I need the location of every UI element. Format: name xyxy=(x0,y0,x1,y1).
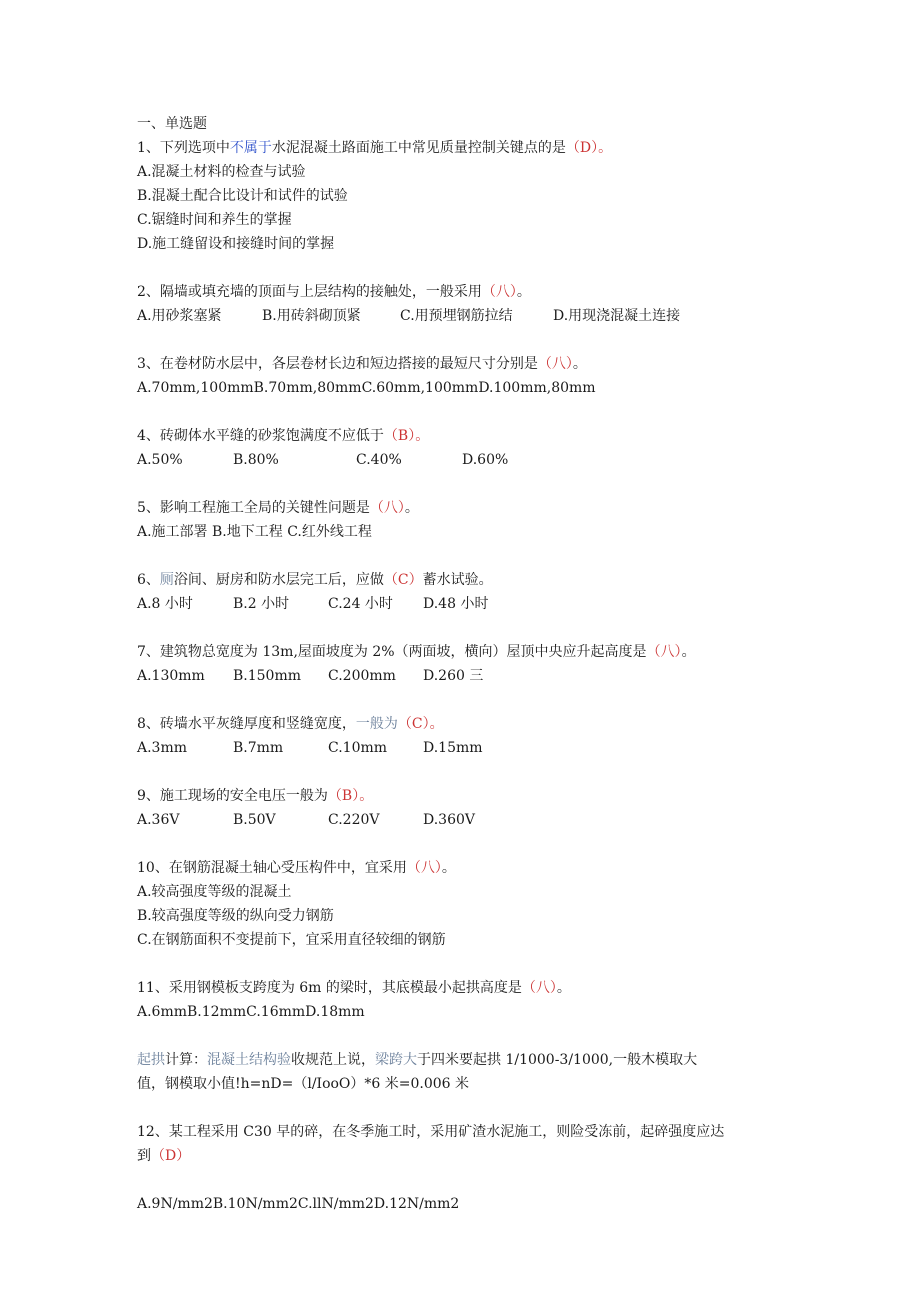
question-end: 。 xyxy=(556,980,571,996)
question-end: 。 xyxy=(441,860,456,876)
question-4 xyxy=(137,424,787,448)
highlighted-term: 梁跨大 xyxy=(375,1052,417,1068)
option: A.130mm xyxy=(137,668,205,684)
option: C.24 小时 xyxy=(328,596,393,612)
option: A.3mm xyxy=(137,740,188,756)
options-row xyxy=(137,736,787,760)
question-text: 7、建筑物总宽度为 13m,屋面坡度为 2%（两面坡，横向）屋顶中央应升起高度是 xyxy=(137,644,647,660)
option-line: C.锯缝时间和养生的掌握 xyxy=(137,212,292,228)
question-12: 12、某工程采用 C30 早的碎，在冬季施工时，采用矿渣水泥施工，则险受冻前，起碎强度应达 xyxy=(137,1124,725,1140)
question-9 xyxy=(137,784,787,808)
answer-mark: （八） xyxy=(521,980,557,996)
answer-mark: （B） xyxy=(327,788,360,804)
answer-mark: （八） xyxy=(537,356,573,372)
answer-mark: （八） xyxy=(481,284,517,300)
highlighted-term: 不属于 xyxy=(229,140,272,156)
option-line: B.混凝土配合比设计和试件的试验 xyxy=(137,188,348,204)
option: C.10mm xyxy=(328,740,388,756)
options-row xyxy=(137,664,787,688)
question-text: 4、砖砌体水平缝的砂浆饱满度不应低于 xyxy=(137,428,384,444)
answer-mark: （C） xyxy=(383,572,423,588)
question-text: 2、隔墙或填充墙的顶面与上层结构的接触处，一般采用 xyxy=(137,284,482,300)
question-10 xyxy=(137,856,787,880)
option-line: A.6mmB.12mmC.16mmD.18mm xyxy=(137,1004,365,1020)
option-line: A.70mm,100mmB.70mm,80mmC.60mm,100mmD.100mm,80mm xyxy=(137,380,596,396)
question-end: 蓄水试验。 xyxy=(422,572,493,588)
options-row xyxy=(137,592,787,616)
calculation-note xyxy=(137,1048,787,1072)
options-row xyxy=(137,448,787,472)
question-1 xyxy=(137,136,787,160)
option: A.50% xyxy=(137,452,183,468)
option: C.220V xyxy=(328,812,380,828)
highlighted-term: 混凝土结构验 xyxy=(207,1052,291,1068)
question-text: 5、影响工程施工全局的关键性问题是 xyxy=(137,500,370,516)
question-end: 。 xyxy=(572,356,587,372)
answer-mark: （八） xyxy=(646,644,682,660)
question-6 xyxy=(137,568,787,592)
answer-mark: （八） xyxy=(369,500,405,516)
option: B.7mm xyxy=(233,740,284,756)
question-12-cont xyxy=(137,1144,787,1168)
question-end: 。 xyxy=(429,716,444,732)
option: D.360V xyxy=(423,812,476,828)
question-text: 水泥混凝土路面施工中常见质量控制关键点的是 xyxy=(271,140,566,156)
note-text: 于四米要起拱 1/1000-3/1000,一般木模取大 xyxy=(417,1052,698,1068)
option-line: A.较高强度等级的混凝土 xyxy=(137,884,292,900)
answer-mark: （D） xyxy=(565,140,599,156)
option: D.60% xyxy=(462,452,509,468)
highlighted-term: 厕 xyxy=(159,572,174,588)
option: B.2 小时 xyxy=(233,596,290,612)
option: A.8 小时 xyxy=(137,596,193,612)
option-line: C.在钢筋面积不变提前下，宜采用直径较细的钢筋 xyxy=(137,932,446,948)
answer-mark: （D） xyxy=(151,1148,191,1164)
answer-mark: （C） xyxy=(397,716,430,732)
option: D.260 三 xyxy=(423,668,484,684)
option: D.用现浇混凝土连接 xyxy=(553,308,681,324)
option: B.50V xyxy=(233,812,276,828)
question-end: 。 xyxy=(681,644,696,660)
option-line: A.混凝土材料的检查与试验 xyxy=(137,164,306,180)
question-end: 。 xyxy=(415,428,430,444)
question-5 xyxy=(137,496,787,520)
option: A.36V xyxy=(137,812,180,828)
note-text: 计算： xyxy=(165,1052,207,1068)
question-text: 10、在钢筋混凝土轴心受压构件中，宜采用 xyxy=(137,860,407,876)
option: B.80% xyxy=(233,452,279,468)
option-line: B.较高强度等级的纵向受力钢筋 xyxy=(137,908,334,924)
answer-mark: （八） xyxy=(406,860,442,876)
question-text: 9、施工现场的安全电压一般为 xyxy=(137,788,328,804)
options-row xyxy=(137,304,787,328)
option: B.150mm xyxy=(233,668,302,684)
option: C.用预埋钢筋拉结 xyxy=(400,308,513,324)
question-text: 8、砖墙水平灰缝厚度和竖缝宽度， xyxy=(137,716,356,732)
option: C.40% xyxy=(356,452,402,468)
question-end: 。 xyxy=(598,140,613,156)
question-7 xyxy=(137,640,787,664)
question-2 xyxy=(137,280,787,304)
option: A.用砂浆塞紧 xyxy=(137,308,222,324)
question-text: 到 xyxy=(137,1148,151,1164)
question-end: 。 xyxy=(516,284,531,300)
highlighted-term: 一般为 xyxy=(355,716,398,732)
question-text: 11、采用钢模板支跨度为 6m 的梁时，其底模最小起拱高度是 xyxy=(137,980,522,996)
document-page xyxy=(137,112,787,1216)
question-8 xyxy=(137,712,787,736)
question-11 xyxy=(137,976,787,1000)
option-line: A.9N∕mm2B.10N∕mm2C.llN∕mm2D.12N∕mm2 xyxy=(137,1196,460,1212)
section-title: 一、单选题 xyxy=(137,116,207,132)
question-text: 3、在卷材防水层中，各层卷材长边和短边搭接的最短尺寸分别是 xyxy=(137,356,538,372)
note-text: 收规范上说， xyxy=(291,1052,375,1068)
calculation-note-line2: 值，钢模取小值!h=nD=（l/IooO）*6 米=0.006 米 xyxy=(137,1076,470,1092)
question-end: 。 xyxy=(404,500,419,516)
option: B.用砖斜砌顶紧 xyxy=(262,308,361,324)
option-line: D.施工缝留设和接缝时间的掌握 xyxy=(137,236,335,252)
question-end: 。 xyxy=(359,788,374,804)
option: D.48 小时 xyxy=(423,596,489,612)
question-text: 1、下列选项中 xyxy=(137,140,230,156)
option: C.200mm xyxy=(328,668,396,684)
option: D.15mm xyxy=(423,740,483,756)
question-text: 浴间、厨房和防水层完工后，应做 xyxy=(173,572,384,588)
answer-mark: （B） xyxy=(383,428,416,444)
option-line: A.施工部署 B.地下工程 C.红外线工程 xyxy=(137,524,372,540)
options-row xyxy=(137,808,787,832)
question-number: 6、 xyxy=(137,572,160,588)
highlighted-term: 起拱 xyxy=(137,1052,165,1068)
question-3 xyxy=(137,352,787,376)
